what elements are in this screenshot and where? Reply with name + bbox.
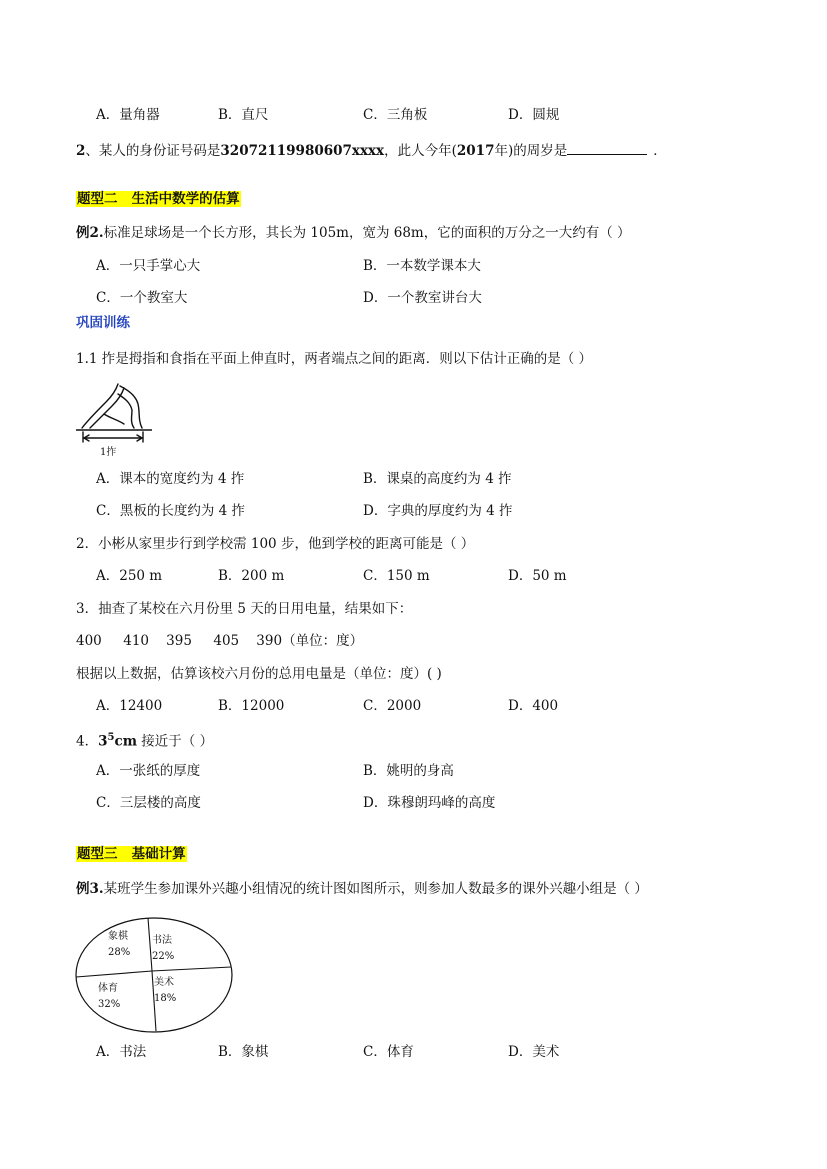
pie-label-4: 体育 [98, 983, 118, 994]
q1-option-a[interactable]: A．量角器 [96, 107, 160, 123]
practice-3-question: 根据以上数据，估算该校六月份的总用电量是（单位：度）( ) [76, 666, 442, 682]
practice-4 [76, 729, 213, 751]
ex3-option-c[interactable]: C．体育 [363, 1044, 414, 1060]
ex2-text: 标准足球场是一个长方形，其长为 105m，宽为 68m，它的面积的万分之一大约有（ ） [103, 225, 631, 241]
q2-text-b: ，此人今年( [384, 143, 457, 159]
q1-option-d[interactable]: D．圆规 [508, 107, 560, 123]
pie-divider-2 [152, 967, 231, 971]
pie-label-3: 美术 [154, 977, 174, 988]
q1-option-b[interactable]: B．直尺 [218, 107, 269, 123]
p4-text: 接近于（ ） [136, 733, 214, 750]
q2-text-c: 年)的周岁是 [494, 143, 568, 159]
ex3-option-a[interactable]: A．书法 [96, 1044, 147, 1060]
ex2-option-c[interactable]: C．一个教室大 [96, 290, 188, 306]
ex2-option-a[interactable]: A．一只手掌心大 [96, 258, 201, 274]
ex2-option-b[interactable]: B．一本数学课本大 [363, 258, 481, 274]
pie-value-1: 28% [108, 947, 131, 958]
p4-unit: cm [114, 733, 137, 750]
pie-label-1: 象棋 [108, 931, 128, 942]
p2-option-d[interactable]: D．50 m [508, 568, 567, 584]
example-3 [76, 880, 648, 898]
practice-2: 2．小彬从家里步行到学校需 100 步，他到学校的距离可能是（ ） [76, 536, 475, 552]
p2-option-b[interactable]: B．200 m [218, 568, 285, 584]
ex2-option-d[interactable]: D．一个教室讲台大 [363, 290, 482, 306]
q2-answer-blank[interactable] [567, 140, 647, 155]
p3-option-b[interactable]: B．12000 [218, 698, 285, 714]
pie-label-2: 书法 [152, 935, 172, 946]
section-2-title: 生活中数学的估算 [131, 191, 240, 207]
p3-option-c[interactable]: C．2000 [363, 698, 422, 714]
q2-number: 2 [76, 143, 86, 159]
p2-option-a[interactable]: A．250 m [96, 568, 163, 584]
section-2-label: 题型二 [77, 191, 118, 207]
p4-exponent: 5 [107, 732, 115, 743]
q2-year: 2017 [456, 143, 495, 159]
q2-end: ． [653, 143, 667, 159]
p2-option-c[interactable]: C．150 m [363, 568, 430, 584]
pie-value-3: 18% [154, 993, 177, 1004]
p4-prefix: 4． [76, 733, 99, 750]
ex3-option-d[interactable]: D．美术 [508, 1044, 560, 1060]
section-2-heading [76, 190, 241, 208]
question-2 [76, 140, 667, 160]
pie-divider-3 [76, 971, 152, 977]
practice-3: 3．抽查了某校在六月份里 5 天的日用电量，结果如下： [76, 601, 413, 617]
ex3-prefix: 例 [76, 881, 90, 897]
p3-option-d[interactable]: D．400 [508, 698, 559, 714]
ex3-option-b[interactable]: B．象棋 [218, 1044, 269, 1060]
section-3-title: 基础计算 [131, 846, 186, 862]
section-3-label: 题型三 [77, 846, 118, 862]
p4-option-a[interactable]: A．一张纸的厚度 [96, 763, 201, 779]
q2-id-number: 32072119980607xxxx [220, 143, 385, 159]
q2-text-a: 、某人的身份证号码是 [85, 143, 221, 159]
practice-3-data: 400 410 395 405 390（单位：度） [76, 633, 364, 649]
ex3-text: 某班学生参加课外兴趣小组情况的统计图如图所示，则参加人数最多的课外兴趣小组是（ ） [103, 881, 648, 897]
p1-1-option-b[interactable]: B．课桌的高度约为 4 拃 [363, 471, 512, 487]
p4-option-d[interactable]: D．珠穆朗玛峰的高度 [363, 795, 496, 811]
example-2 [76, 224, 631, 242]
pie-value-2: 22% [152, 951, 175, 962]
practice-title: 巩固训练 [76, 315, 130, 331]
ex2-number: 2. [89, 225, 104, 241]
ex3-number: 3. [89, 881, 104, 897]
q1-option-c[interactable]: C．三角板 [363, 107, 428, 123]
section-3-heading [76, 845, 187, 863]
p4-option-c[interactable]: C．三层楼的高度 [96, 795, 201, 811]
p1-1-option-c[interactable]: C．黑板的长度约为 4 拃 [96, 503, 246, 519]
p1-1-option-a[interactable]: A．课本的宽度约为 4 拃 [96, 471, 245, 487]
hand-span-figure [76, 380, 152, 460]
pie-value-4: 32% [98, 999, 121, 1010]
p3-option-a[interactable]: A．12400 [96, 698, 163, 714]
p4-base: 3 [98, 733, 108, 750]
p4-option-b[interactable]: B．姚明的身高 [363, 763, 454, 779]
interest-group-pie-chart [74, 915, 234, 1035]
p1-1-option-d[interactable]: D．字典的厚度约为 4 拃 [363, 503, 513, 519]
ex2-prefix: 例 [76, 225, 90, 241]
practice-1-1: 1.1 拃是拇指和食指在平面上伸直时，两者端点之间的距离．则以下估计正确的是（ ） [76, 351, 593, 367]
hand-span-label: 1拃 [100, 447, 117, 458]
